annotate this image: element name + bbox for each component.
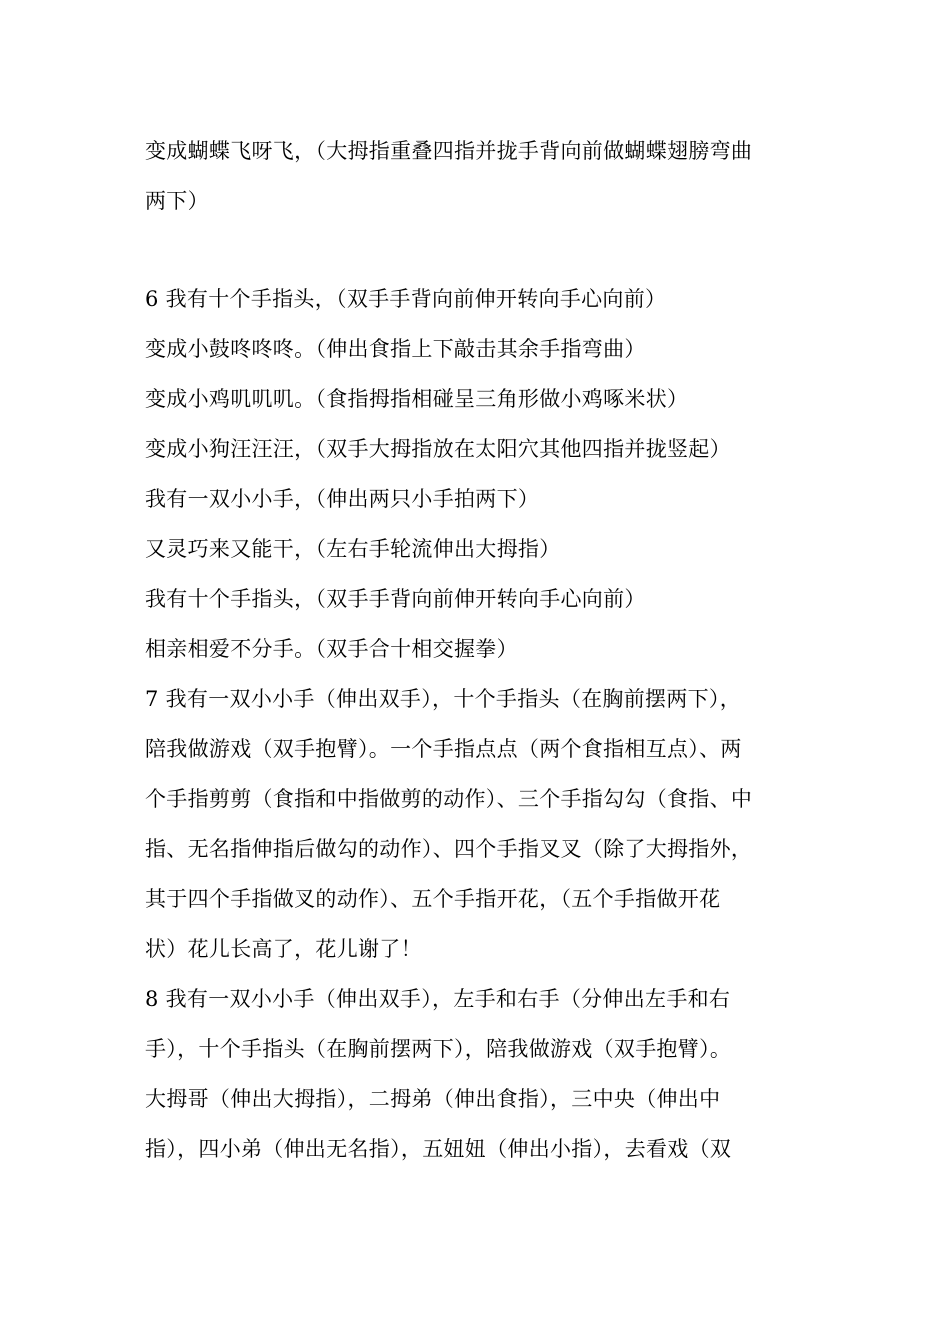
text-line: 大拇哥（伸出大拇指），二拇弟（伸出食指），三中央（伸出中 [145, 1087, 721, 1111]
text-line: 又灵巧来又能干，（左右手轮流伸出大拇指） [145, 537, 561, 561]
text-line: 变成蝴蝶飞呀飞，（大拇指重叠四指并拢手背向前做蝴蝶翅膀弯曲 [145, 139, 753, 163]
text-line: 变成小鸡叽叽叽。（食指拇指相碰呈三角形做小鸡啄米状） [145, 387, 689, 411]
text-line: 指），四小弟（伸出无名指），五妞妞（伸出小指），去看戏（双 [145, 1137, 732, 1161]
text-line: 8 我有一双小小手（伸出双手），左手和右手（分伸出左手和右 [145, 987, 731, 1011]
text-line: 指、无名指伸指后做勾的动作）、四个手指叉叉（除了大拇指外， [145, 837, 753, 861]
text-line: 陪我做游戏（双手抱臂）。一个手指点点（两个食指相互点）、两 [145, 737, 742, 761]
text-line: 状）花儿长高了，花儿谢了！ [145, 937, 422, 961]
text-line: 我有一双小小手，（伸出两只小手拍两下） [145, 487, 540, 511]
text-line: 其于四个手指做叉的动作）、五个手指开花，（五个手指做开花 [145, 887, 721, 911]
text-line: 手），十个手指头（在胸前摆两下），陪我做游戏（双手抱臂）。 [145, 1037, 732, 1061]
text-line: 变成小鼓咚咚咚。（伸出食指上下敲击其余手指弯曲） [145, 337, 646, 361]
text-line: 7 我有一双小小手（伸出双手），十个手指头（在胸前摆两下）， [145, 687, 742, 711]
text-line: 我有十个手指头，（双手手背向前伸开转向手心向前） [145, 587, 646, 611]
text-line: 6 我有十个手指头，（双手手背向前伸开转向手心向前） [145, 287, 667, 311]
text-line: 相亲相爱不分手。（双手合十相交握拳） [145, 637, 518, 661]
text-line: 个手指剪剪（食指和中指做剪的动作）、三个手指勾勾（食指、中 [145, 787, 753, 811]
text-line: 变成小狗汪汪汪，（双手大拇指放在太阳穴其他四指并拢竖起） [145, 437, 731, 461]
text-line: 两下） [145, 189, 209, 213]
